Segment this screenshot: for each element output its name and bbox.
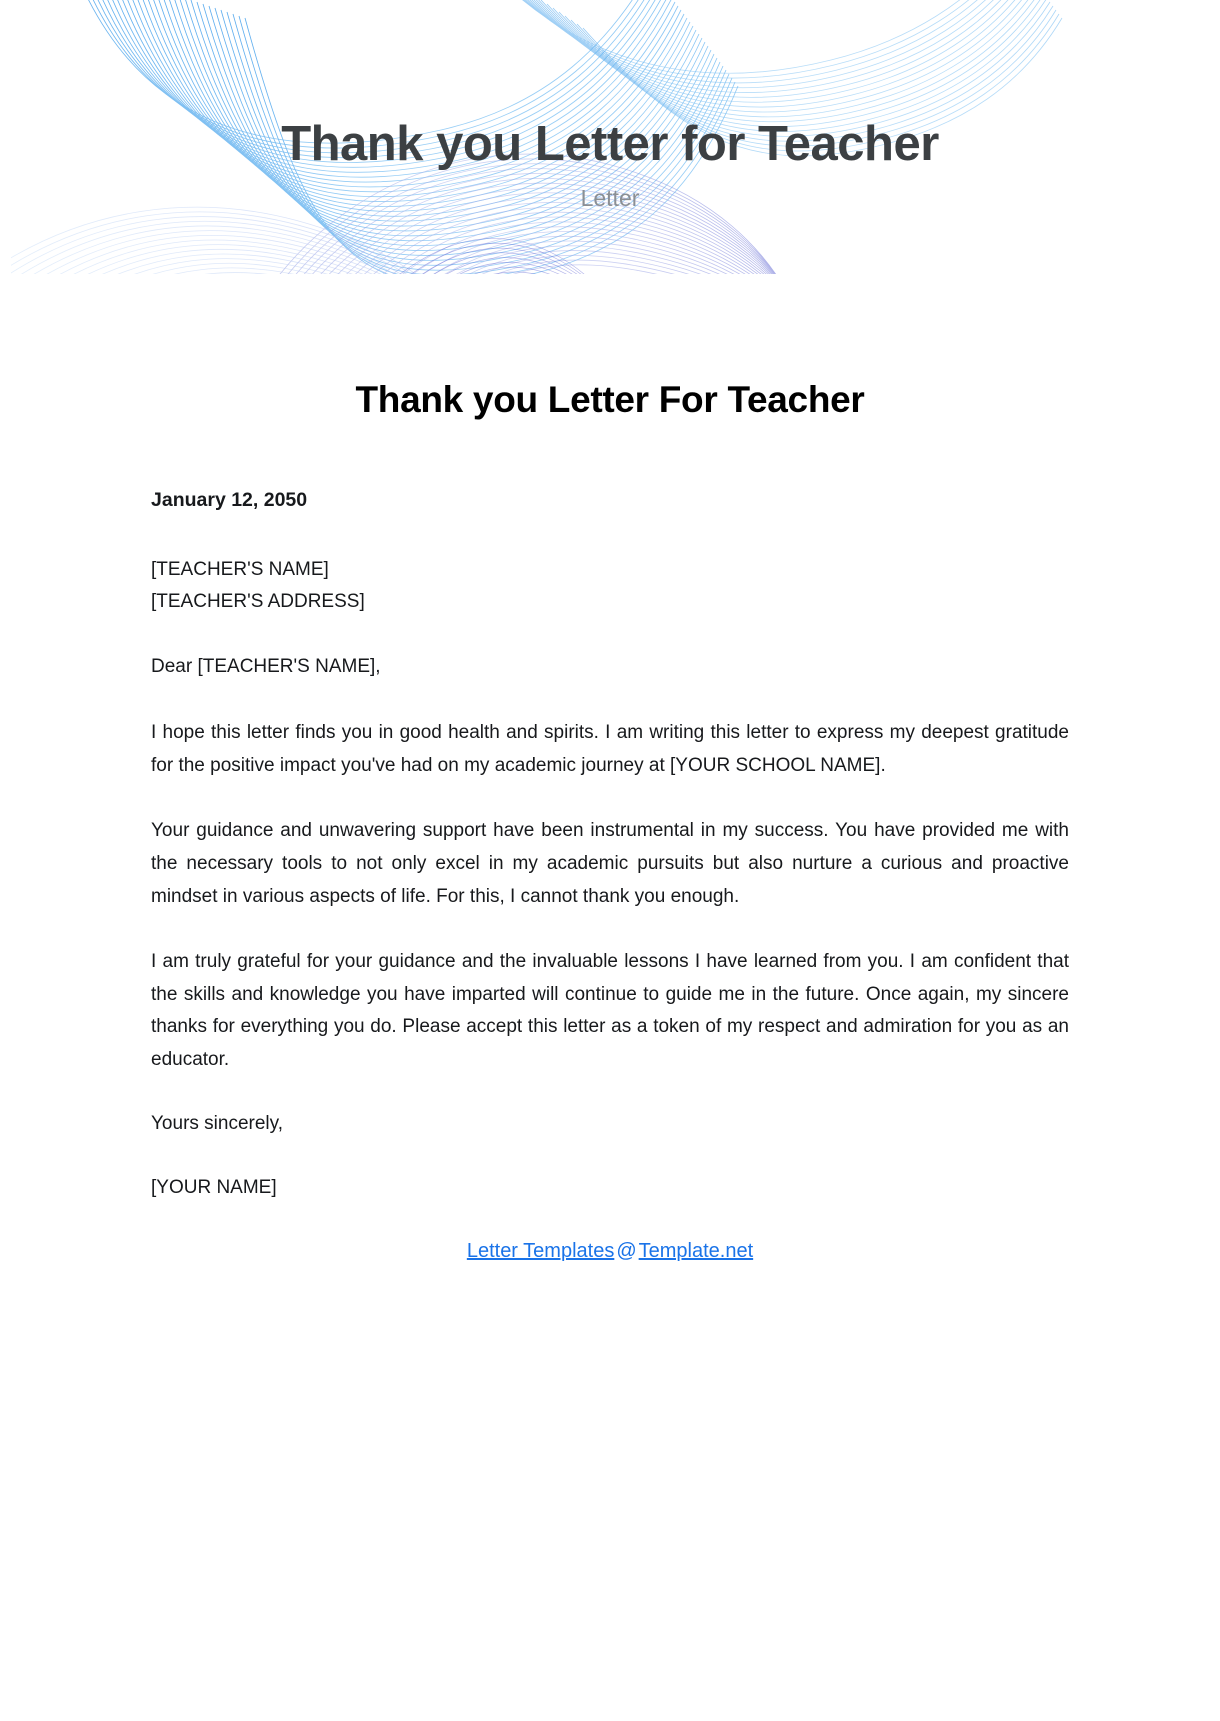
signature-name: [YOUR NAME] xyxy=(151,1176,277,1198)
banner-title: Thank you Letter for Teacher xyxy=(281,117,939,172)
closing-line: Yours sincerely, xyxy=(151,1113,284,1135)
letter-date: January 12, 2050 xyxy=(151,489,308,512)
letter-content-column xyxy=(151,274,1069,1265)
letter-document xyxy=(0,274,1220,1265)
body-paragraph-3: I am truly grateful for your guidance and the invaluable lessons I have learned from you. I am confident that the skills and knowledge you have imparted will continue to guide me in the future. Once again, my sincere thanks for everything you do. Please accept this letter as a token of my respect and admiration for you as an educator. xyxy=(151,950,1069,1071)
body-paragraph-1: I hope this letter finds you in good health and spirits. I am writing this letter to express my deepest gratitude for the positive impact you've had on my academic journey at [YOUR SCHOOL NAME]. xyxy=(151,722,1069,777)
template-net-link[interactable]: Template.net xyxy=(638,1239,754,1262)
footer-attribution xyxy=(151,1237,1069,1265)
banner-subtitle: Letter xyxy=(580,185,640,212)
body-paragraph-2: Your guidance and unwavering support have been instrumental in my success. You have provided me with the necessary tools to not only excel in my academic pursuits but also nurture a curious and proactive mindset in various aspects of life. For this, I cannot thank you enough. xyxy=(151,820,1069,907)
header-banner xyxy=(11,0,1209,274)
footer-separator: @ xyxy=(616,1239,637,1262)
recipient-address: [TEACHER'S ADDRESS] xyxy=(151,591,365,613)
recipient-address-block xyxy=(151,554,1069,619)
page-title: Thank you Letter For Teacher xyxy=(355,379,865,420)
letter-templates-link[interactable]: Letter Templates xyxy=(466,1239,615,1262)
salutation: Dear [TEACHER'S NAME], xyxy=(151,656,381,677)
recipient-name: [TEACHER'S NAME] xyxy=(151,558,329,580)
